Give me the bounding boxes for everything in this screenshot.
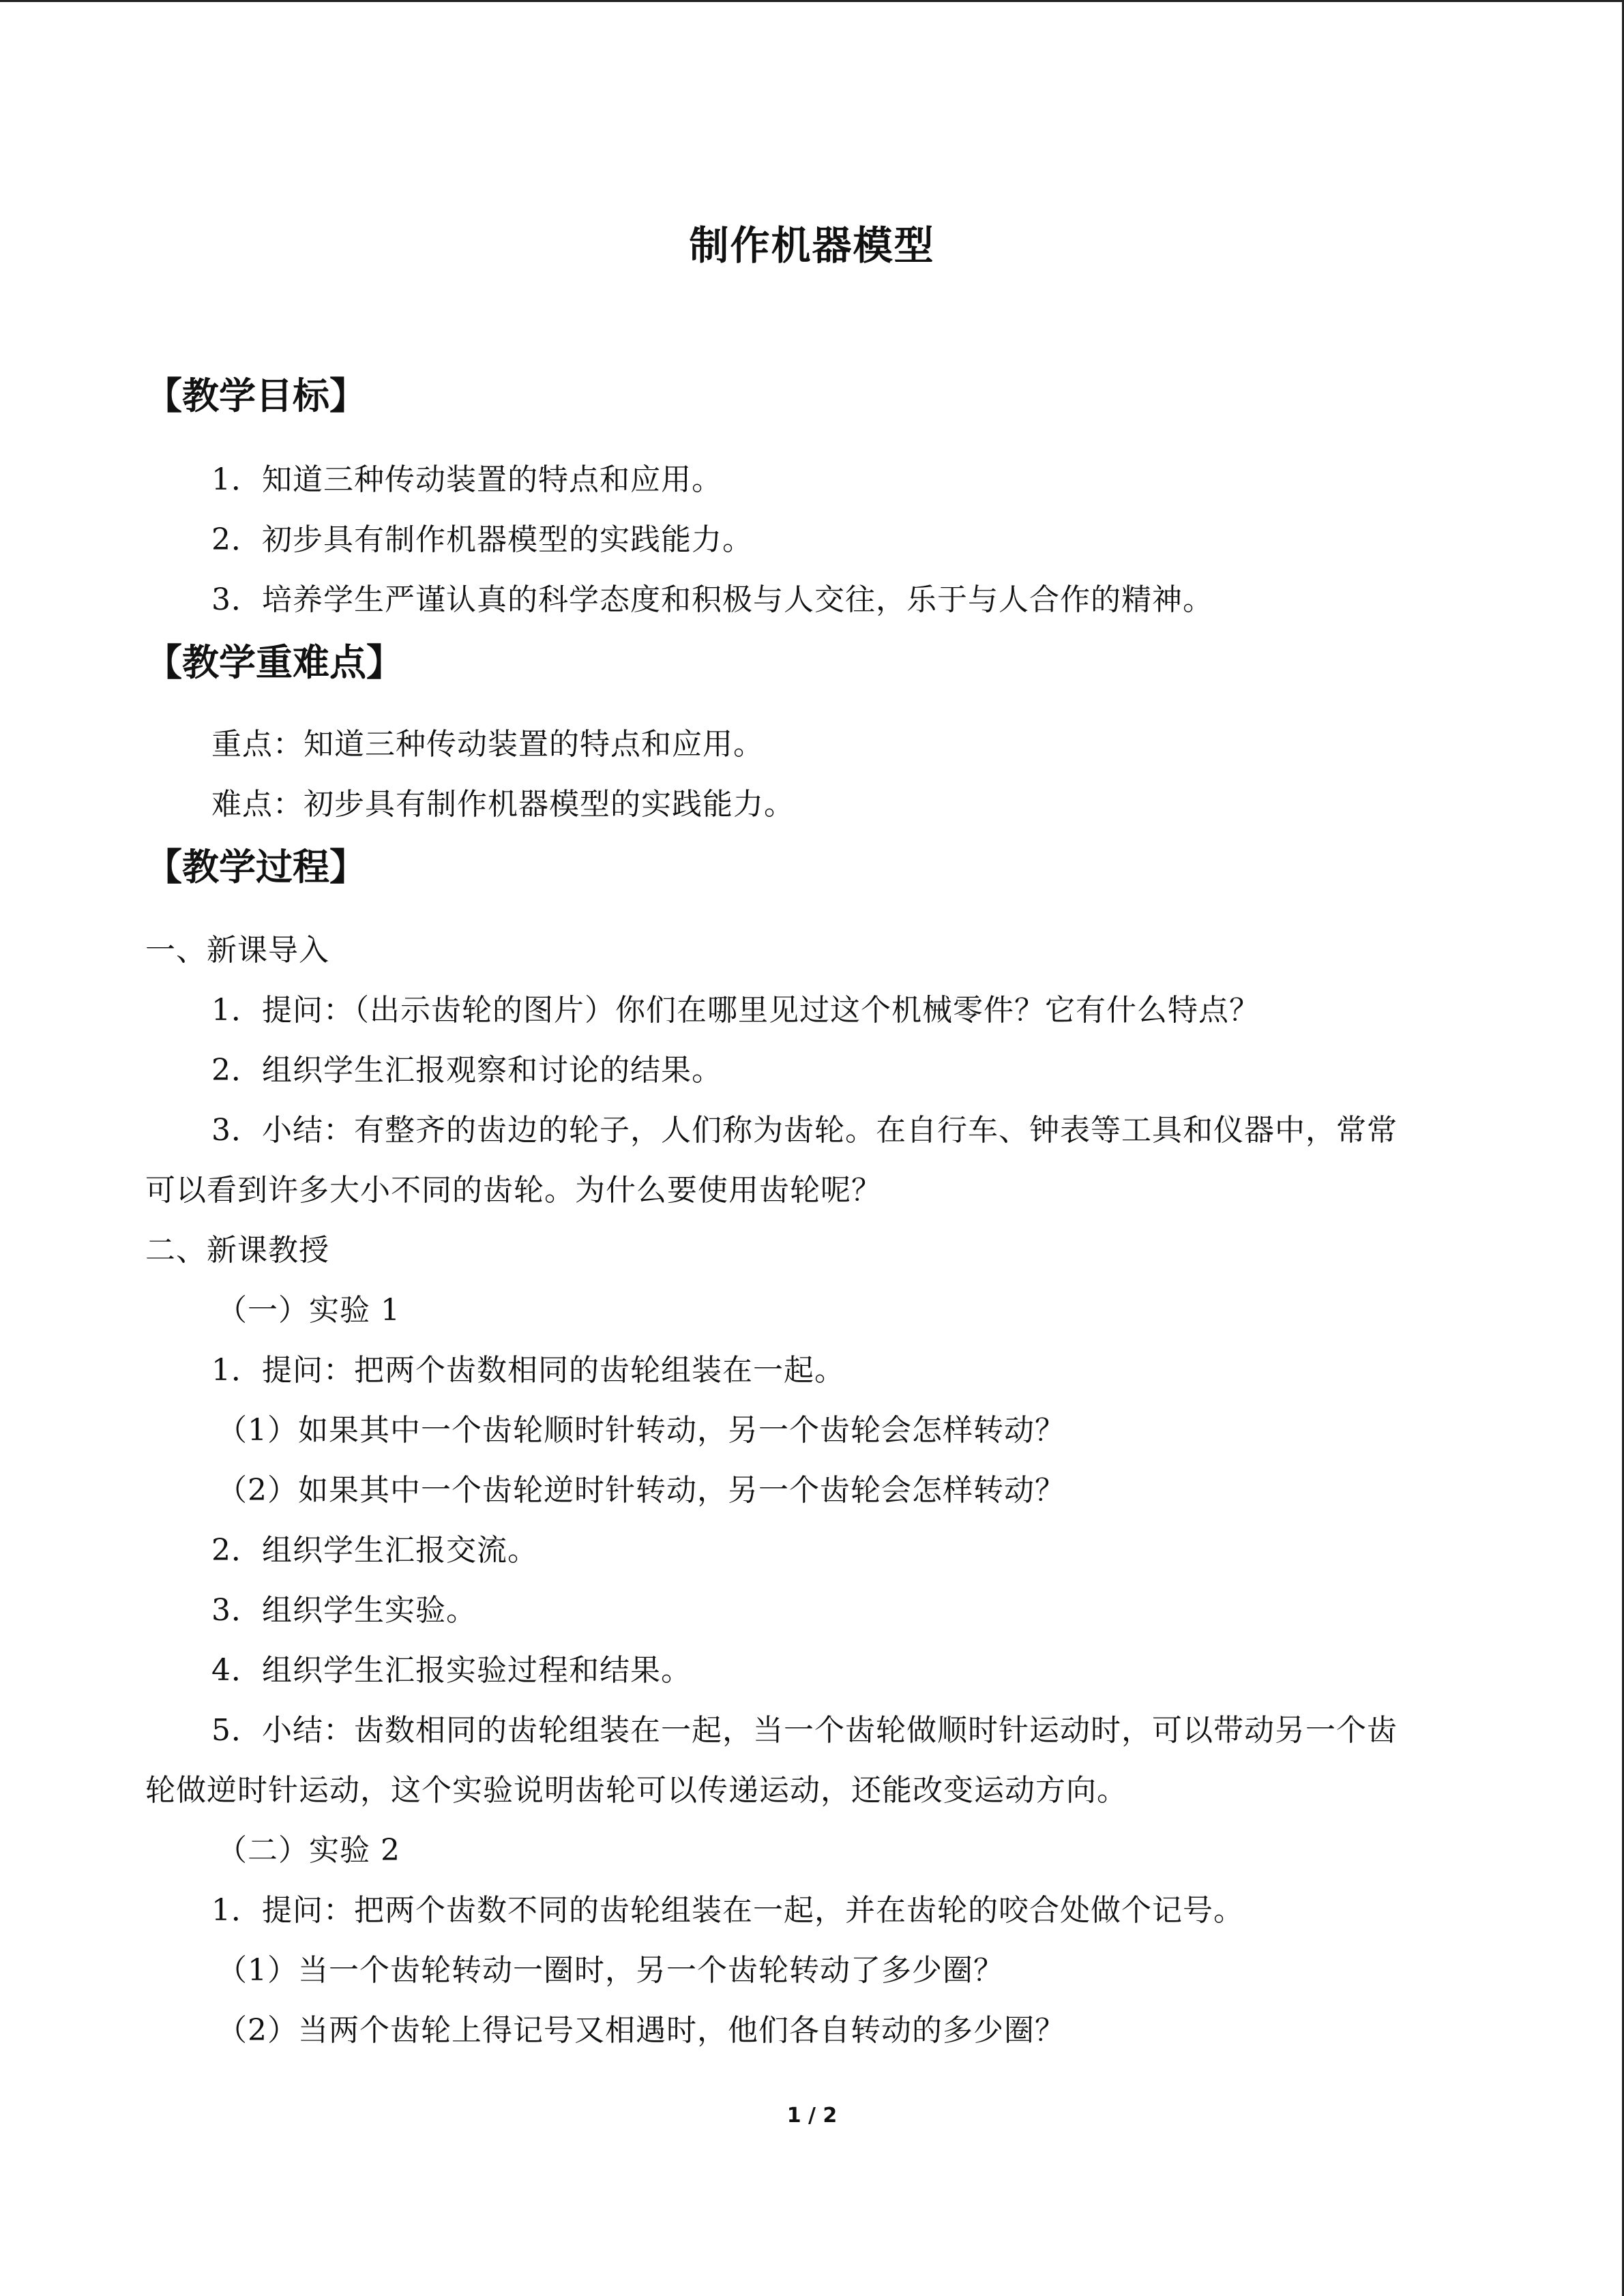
experiment-2-item: 1．提问：把两个齿数不同的齿轮组装在一起，并在齿轮的咬合处做个记号。 xyxy=(211,1893,1244,1928)
goal-item: 2．初步具有制作机器模型的实践能力。 xyxy=(211,522,753,557)
experiment-2-item: （1）当一个齿轮转动一圈时，另一个齿轮转动了多少圈？ xyxy=(217,1953,1004,1988)
experiment-1-item: 3．组织学生实验。 xyxy=(211,1593,477,1628)
experiment-1-item: 5．小结：齿数相同的齿轮组装在一起，当一个齿轮做顺时针运动时，可以带动另一个齿 xyxy=(211,1713,1398,1748)
intro-item: 2．组织学生汇报观察和讨论的结果。 xyxy=(211,1053,722,1088)
experiment-1-item: （2）如果其中一个齿轮逆时针转动，另一个齿轮会怎样转动？ xyxy=(217,1473,1065,1508)
page-number: 1 / 2 xyxy=(786,2104,838,2128)
section-heading-process: 【教学过程】 xyxy=(145,846,366,889)
intro-item: 3．小结：有整齐的齿边的轮子，人们称为齿轮。在自行车、钟表等工具和仪器中，常常 xyxy=(211,1113,1398,1148)
experiment-1-item: 2．组织学生汇报交流。 xyxy=(211,1533,538,1568)
section-heading-key-points: 【教学重难点】 xyxy=(145,641,403,684)
experiment-2-item: （2）当两个齿轮上得记号又相遇时，他们各自转动的多少圈？ xyxy=(217,2013,1065,2048)
goal-item: 3．培养学生严谨认真的科学态度和积极与人交往，乐于与人合作的精神。 xyxy=(211,582,1213,617)
document-title: 制作机器模型 xyxy=(689,222,935,269)
key-point-item: 重点：知道三种传动装置的特点和应用。 xyxy=(211,727,764,762)
intro-item: 1．提问：（出示齿轮的图片）你们在哪里见过这个机械零件？它有什么特点？ xyxy=(211,993,1260,1028)
goal-item: 1．知道三种传动装置的特点和应用。 xyxy=(211,462,722,497)
experiment-2-title: （二）实验 2 xyxy=(217,1833,400,1868)
experiment-1-item: 1．提问：把两个齿数相同的齿轮组装在一起。 xyxy=(211,1353,845,1388)
intro-item-continued: 可以看到许多大小不同的齿轮。为什么要使用齿轮呢？ xyxy=(145,1173,882,1208)
experiment-1-item: 4．组织学生汇报实验过程和结果。 xyxy=(211,1653,692,1688)
experiment-1-title: （一）实验 1 xyxy=(217,1293,400,1328)
part-title-intro: 一、新课导入 xyxy=(145,933,329,968)
experiment-1-item-continued: 轮做逆时针运动，这个实验说明齿轮可以传递运动，还能改变运动方向。 xyxy=(145,1773,1127,1808)
section-heading-goals: 【教学目标】 xyxy=(145,374,366,417)
part-title-teaching: 二、新课教授 xyxy=(145,1233,329,1268)
key-point-item: 难点：初步具有制作机器模型的实践能力。 xyxy=(211,787,795,822)
experiment-1-item: （1）如果其中一个齿轮顺时针转动，另一个齿轮会怎样转动？ xyxy=(217,1413,1065,1448)
